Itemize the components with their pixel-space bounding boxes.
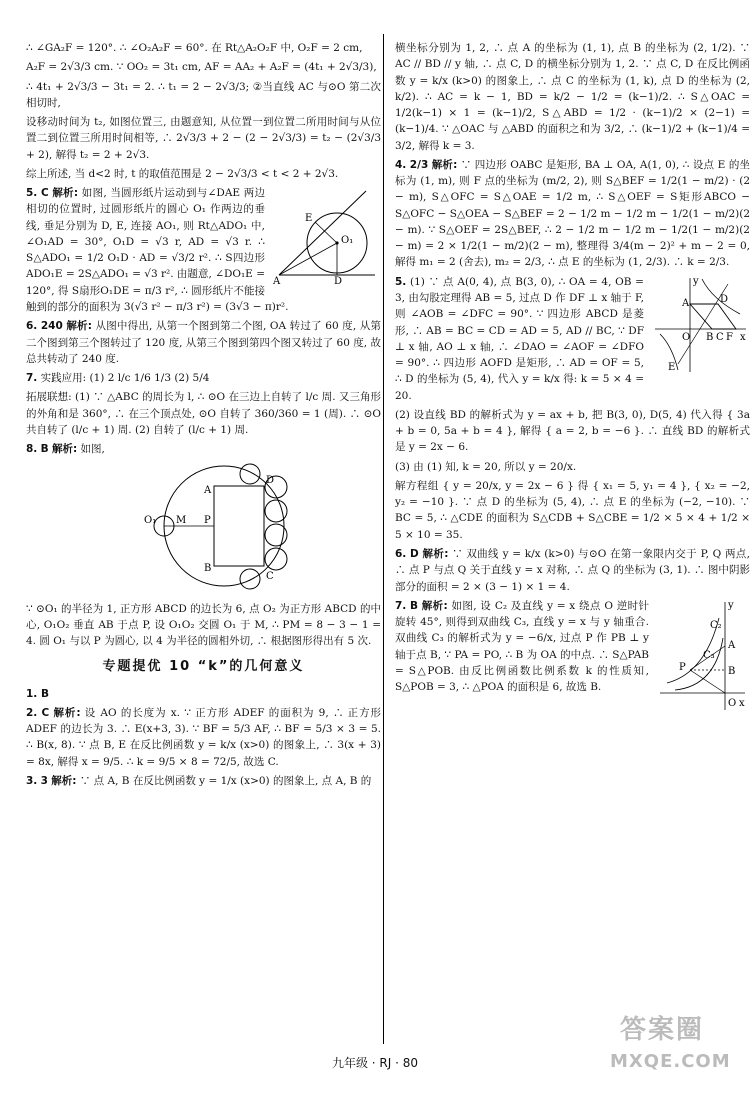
r7-label-B: B xyxy=(728,665,736,677)
fig8-label-M: M xyxy=(175,515,186,527)
r7-answer: B xyxy=(410,599,419,612)
figure-q5 xyxy=(271,185,381,285)
r5-label-B: B xyxy=(706,331,714,343)
r4-text: ∵ 四边形 OABC 是矩形, BA ⊥ OA, A(1, 0), ∴ 设点 E 的坐标为 (1, m), 则 F 点的坐标为 (m/2, 2), 则 S△BEF = 1/2(1 − m/2) · (2 − m), S△OFC = S△OAE = 1/2 m, ∴ S△OEF = S矩形ABCO − S△OFC − S△OEA − S△BEF = 2 − 1/2 m − 1/2 m − 1/2(1 − m/2)(2 − m). ∵ S△OEF = 2S△BEF, ∴ 2 − 1/2 m − 1/2 m − 1/2(1 − m/2)(2 − m) = 2 × 1/2(1 − m/2)(2 − m), 整理得 3/4(m − 2)² + m − 2 = 0, 解得 m₁ = 2 (舍去), m₂ = 2/3, ∴ 点 E 的坐标为 (1, 2/3). ∴ k = 2/3. xyxy=(395,158,750,269)
watermark-line2: MXQE.COM xyxy=(610,1051,731,1072)
question-8 xyxy=(26,441,381,457)
r5-number: 5. xyxy=(395,275,407,288)
s3-answer: 3 xyxy=(40,774,48,787)
r5-label-F: F xyxy=(726,331,733,343)
r7-label-x: x xyxy=(739,697,745,709)
r7-label-P: P xyxy=(679,661,686,673)
q8-text: 如图, xyxy=(80,443,105,456)
s2-tag: 解析: xyxy=(53,706,81,719)
figure-q8-svg xyxy=(104,461,304,591)
q5-answer: C xyxy=(40,187,49,200)
s3-number: 3. xyxy=(26,774,38,787)
r7-label-C2: C₂ xyxy=(710,619,722,631)
r5-part4: 解方程组 { y = 20/x, y = 2x − 6 } 得 { x₁ = 5, y₁ = 4 }, { x₂ = −2, y₂ = −10 }. ∵ 点 D 的坐标为 (5, 4), ∴ 点 E 的坐标为 (−2, −10). ∵ BC = 5, ∴ △CDE 的面积为 S△CDB + S△CBE = 1/2 × 5 × 4 + 1/2 × 5 × 10 = 35. xyxy=(395,479,750,541)
column-divider xyxy=(383,34,384,1044)
question-r6 xyxy=(395,546,750,595)
s3-text: ∵ 点 A, B 在反比例函数 y = 1/x (x>0) 的图象上, 点 A, B 的 xyxy=(79,774,372,787)
left-paragraph-4: 设移动时间为 t₂, 如图位置三, 由题意知, 从位置一到位置二所用时间与从位置二到位置三所用时间相等, ∴ 2√3/3 + 2 − (2 − 2√3/3) = t₂ − (2√3/3 + 2), 解得 t₂ = 2 + 2√3. xyxy=(26,116,381,161)
fig8-label-A: A xyxy=(203,485,211,497)
page-footer: 九年级 · RJ · 80 xyxy=(331,1056,419,1070)
fig5-label-O1: O₁ xyxy=(341,235,354,247)
q6-tag: 解析: xyxy=(66,320,92,333)
watermark-logo xyxy=(610,1010,740,1080)
s3-tag: 解析: xyxy=(51,774,77,787)
r5-part3: (3) 由 (1) 知, k = 20, 所以 y = 20/x. xyxy=(395,460,577,473)
q7-text: 实践应用: (1) 2 l/c 1/6 1/3 (2) 5/4 xyxy=(40,372,210,385)
q8-after: ∵ ⊙O₁ 的半径为 1, 正方形 ABCD 的边长为 6, 点 O₂ 为正方形 ABCD 的中心, O₁O₂ 垂直 AB 于点 P, 设 O₁O₂ 交圆 O₁ 于 M, ∴ PM = 8 − 3 − 1 = 4. 圆 O₁ 与以 P 为圆心, 以 4 为半径的圆相外切, ∴ 根据图形得出有 5 次. xyxy=(26,602,381,648)
figure-r7 xyxy=(655,598,750,713)
question-5 xyxy=(26,185,381,315)
r7-label-A: A xyxy=(728,639,736,651)
r5-label-D: D xyxy=(720,293,729,305)
fig5-label-D: D xyxy=(334,276,343,286)
r5-part2: (2) 设直线 BD 的解析式为 y = ax + b, 把 B(3, 0), D(5, 4) 代入得 { 3a + b = 0, 5a + b = 4 }, 解得 { a = 2, b = −6 }. ∴ 直线 BD 的解析式是 y = 2x − 6. xyxy=(395,408,750,454)
left-paragraph-3: ∴ 4t₁ + 2√3/3 − 3t₁ = 2. ∴ t₁ = 2 − 2√3/3; ②当直线 AC 与⊙O 第二次相切时, xyxy=(26,80,381,109)
question-r4 xyxy=(395,157,750,271)
left-paragraph-5: 综上所述, 当 d<2 时, t 的取值范围是 2 − 2√3/3 < t < 2 + 2√3. xyxy=(26,167,339,180)
question-6 xyxy=(26,318,381,367)
fig8-label-B: B xyxy=(203,563,211,575)
section-q2 xyxy=(26,705,381,770)
r7-label-O: O xyxy=(728,697,737,709)
q6-number: 6. xyxy=(26,320,38,333)
fig5-label-A: A xyxy=(273,276,281,286)
left-column xyxy=(26,40,381,792)
fig8-label-D: D xyxy=(265,475,274,487)
r7-number: 7. xyxy=(395,599,407,612)
q7-extension: 拓展联想: (1) ∵ △ABC 的周长为 l, ∴ ⊙O 在三边上自转了 l/c 周. 又三角形的外角和是 360°, ∴ 在三个顶点处, ⊙O 自转了 360/360 = 1 (周). ∴ ⊙O 共自转了 (l/c + 1) 周. (2) 自转了 (l/c + 1) 周. xyxy=(26,391,381,436)
r6-text: ∵ 双曲线 y = k/x (k>0) 与⊙O 在第一象限内交于 P, Q 两点, ∴ 点 P 与点 Q 关于直线 y = x 对称, ∴ 点 Q 的坐标为 (3, 1). ∴ 图中阴影部分的面积 = 2 × (3 − 1) × 1 = 4. xyxy=(395,547,750,593)
fig8-label-P: P xyxy=(203,515,211,527)
figure-q8 xyxy=(26,461,381,596)
q6-text: 从图中得出, 从第一个图到第二个图, OA 转过了 60 度, 从第二个图到第三个图转过了 120 度, 从第三个图到第四个图又转过了 60 度, 故总共转动了 240 度. xyxy=(26,320,381,365)
section-q3 xyxy=(26,773,381,789)
r4-number: 4. xyxy=(395,158,407,171)
r7-label-C3: C₃ xyxy=(703,649,715,661)
fig8-label-C: C xyxy=(265,571,274,583)
right-paragraph-1: 横坐标分别为 1, 2, ∴ 点 A 的坐标为 (1, 1), 点 B 的坐标为 (2, 1/2). ∵ AC // BD // y 轴, ∴ 点 C, D 的横坐标分别为 1, 2. ∵ 点 C, D 在反比例函数 y = k/x (k>0) 的图象上, ∴ 点 C 的坐标为 (1, k), 点 D 的坐标为 (2, k/2). ∴ AC = k − 1, BD = k/2 − 1/2 = (k−1)/2. ∴ S△OAC = 1/2(k−1) × 1 = (k−1)/2, S△ABD = 1/2 · (k−1)/2 × (2−1) = (k−1)/4. ∵ △OAC 与 △ABD 的面积之和为 3/2, ∴ (k−1)/2 + (k−1)/4 = 3/2, 解得 k = 3. xyxy=(395,42,750,152)
r5-label-x: x xyxy=(740,331,746,343)
s2-number: 2. xyxy=(26,706,38,719)
fig5-label-E: E xyxy=(305,213,313,225)
q8-tag: 解析: xyxy=(52,443,78,456)
r7-text: 如图, 设 C₂ 及直线 y = x 绕点 O 逆时针旋转 45°, 则得到双曲线 C₃, 直线 y = x 与 y 轴重合. 双曲线 C₃ 的解析式为 y = −6/x, 过点 P 作 PB ⊥ y 轴于点 B, ∵ PA = PO, ∴ B 为 OA 的中点. ∴ S△PAB = S△POB. 由反比例函数比例系数 k 的性质知, S△POB = 3, ∴ △POA 的面积是 6, 故选 B. xyxy=(395,599,649,694)
question-7 xyxy=(26,370,381,386)
q7-number: 7. xyxy=(26,372,38,385)
r7-tag: 解析: xyxy=(421,599,448,612)
r4-tag: 解析: xyxy=(431,158,458,171)
r5-label-O: O xyxy=(682,331,691,343)
q5-text: 如图, 当圆形纸片运动到与∠DAE 两边相切的位置时, 过圆形纸片的圆心 O₁ 作两边的垂线, 垂足分别为 D, E, 连接 AO₁, 则 Rt△ADO₁ 中, ∠O₁AD = 30°, O₁D = √3 r, AD = √3 r. ∴ S△ADO₁ = 1/2 O₁D · AD = √3/2 r². ∴ S四边形ADO₁E = 2S△ADO₁ = √3 r². 由题意, ∠DO₁E = 120°, 得 S扇形O₁DE = π/3 r², ∴ 圆形纸片不能接触到的部分的面积为 3(√3 r² − π/3 r²) = (3√3 − π)r². xyxy=(26,187,289,313)
r5-text: (1) ∵ 点 A(0, 4), 点 B(3, 0), ∴ OA = 4, OB = 3, 由勾股定理得 AB = 5, 过点 D 作 DF ⊥ x 轴于 F, 则 ∠AOB = ∠DFC = 90°. ∵ 四边形 ABCD 是菱形, ∴ AB = BC = CD = AD = 5, AD // BC, ∵ DF ⊥ x 轴, AO ⊥ x 轴, ∴ ∠DAO = ∠AOF = ∠DFO = 90°. ∴ 四边形 AOFD 是矩形, ∴ AD = OF = 5, ∴ D 的坐标为 (5, 4), 代入 y = k/x 得: k = 5 × 4 = 20. xyxy=(395,275,644,402)
r6-answer: D xyxy=(410,547,419,560)
q5-number: 5. xyxy=(26,187,38,200)
r4-answer: 2/3 xyxy=(409,158,429,171)
left-paragraph-2: A₂F = 2√3/3 cm. ∵ OO₂ = 3t₁ cm, AF = AA₂ + A₂F = (4t₁ + 2√3/3), xyxy=(26,61,377,74)
fig8-label-O1: O₁ xyxy=(143,515,156,527)
q8-answer: B xyxy=(40,443,49,456)
r5-label-E: E xyxy=(668,361,676,373)
figure-r5 xyxy=(650,274,750,374)
question-r5 xyxy=(395,274,750,404)
watermark-line1: 答案圈 xyxy=(620,1015,705,1045)
r5-label-C: C xyxy=(716,331,724,343)
s2-answer: C xyxy=(41,706,50,719)
q8-number: 8. xyxy=(26,443,38,456)
left-paragraph-1: ∴ ∠GA₂F = 120°. ∴ ∠O₂A₂F = 60°. 在 Rt△A₂O₂F 中, O₂F = 2 cm, xyxy=(26,42,363,54)
q6-answer: 240 xyxy=(40,320,63,333)
r7-label-y: y xyxy=(728,599,734,611)
q5-tag: 解析: xyxy=(52,187,79,200)
section-q1: 1. B xyxy=(26,687,49,700)
r5-label-A: A xyxy=(682,297,690,309)
question-r7 xyxy=(395,598,750,709)
right-column xyxy=(395,40,750,713)
section-title: 专题提优 10 “k”的几何意义 xyxy=(102,659,305,675)
r6-tag: 解析: xyxy=(422,547,449,560)
r6-number: 6. xyxy=(395,547,407,560)
r5-label-y: y xyxy=(693,275,699,287)
s2-text: 设 AO 的长度为 x. ∵ 正方形 ADEF 的面积为 9, ∴ 正方形 ADEF 的边长为 3. ∴ E(x+3, 3). ∵ BF = 5/3 AF, ∴ BF = 5/3 × 3 = 5. ∴ B(x, 8). ∵ 点 B, E 在反比例函数 y = k/x (x>0) 的图象上, ∴ 3(x + 3) = 8x, 解得 x = 9/5. ∴ k = 9/5 × 8 = 72/5, 故选 C. xyxy=(26,706,381,768)
